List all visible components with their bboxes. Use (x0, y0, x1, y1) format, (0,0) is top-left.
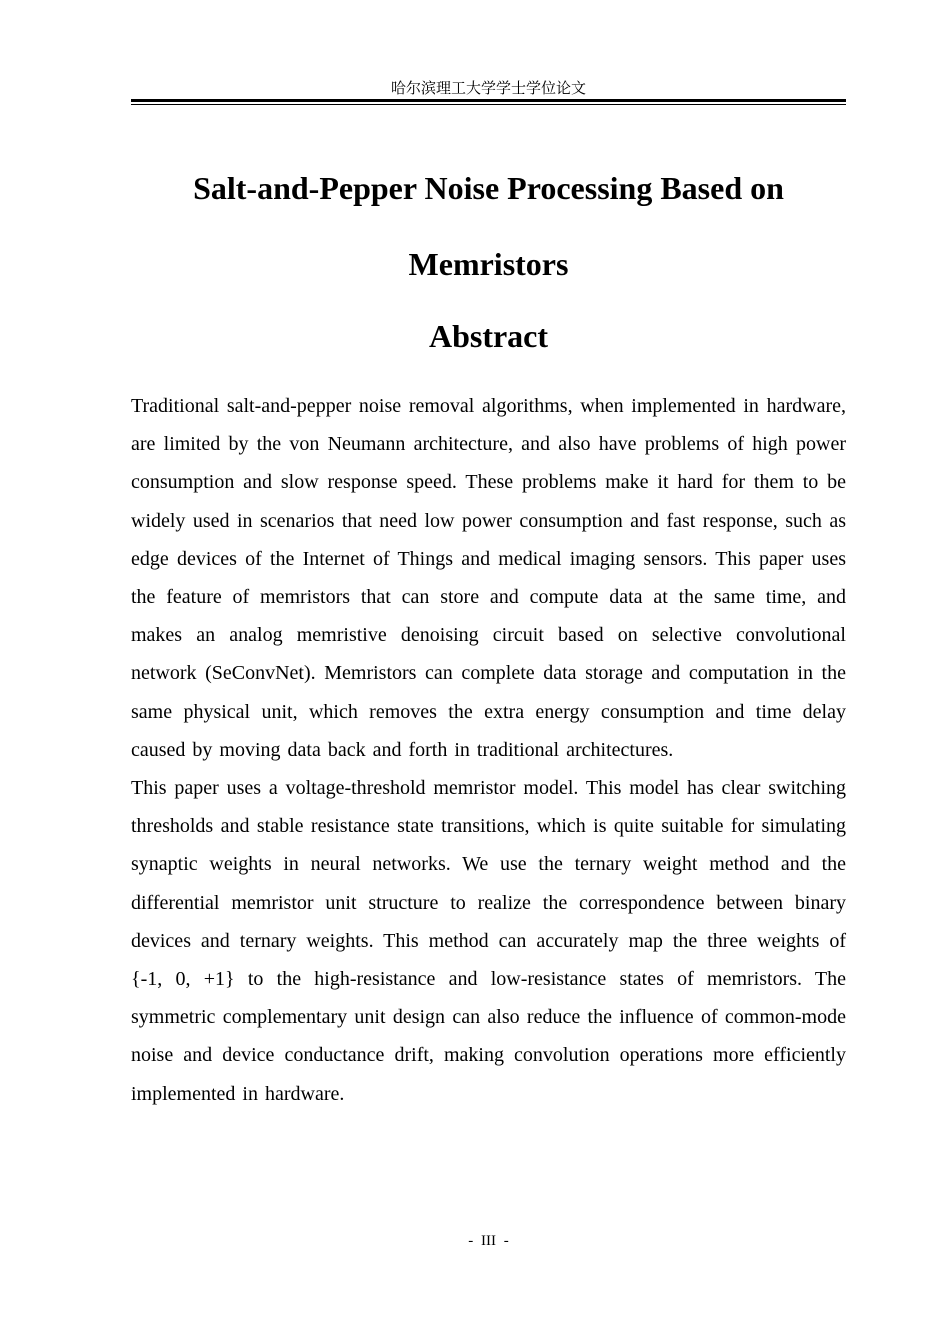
header-rule-thick (131, 99, 846, 102)
abstract-paragraph-2: This paper uses a voltage-threshold memristor model. This model has clear switching thresholds and stable resistance state transitions, which is quite suitable for simulating synaptic weights in neural networks. We use the ternary weight method and the differential memristor unit structure to realize the correspondence between binary devices and ternary weights. This method can accurately map the three weights of {-1, 0, +1} to the high-resistance and low-resistance states of memristors. The symmetric complementary unit design can also reduce the influence of common-mode noise and device conductance drift, making convolution operations more efficiently implemented in hardware. (131, 777, 846, 1105)
paper-title-line-1: Salt-and-Pepper Noise Processing Based on (193, 170, 784, 206)
header-rule-thin (131, 104, 846, 105)
running-header: 哈尔滨理工大学学士学位论文 (390, 79, 586, 97)
abstract-body (131, 387, 846, 1113)
abstract-heading: Abstract (428, 318, 549, 354)
paper-title (131, 150, 846, 302)
abstract-paragraph-1: Traditional salt-and-pepper noise removal algorithms, when implemented in hardware, are limited by the von Neumann architecture, and also have problems of high power consumption and slow response speed. These problems make it hard for them to be widely used in scenarios that need low power consumption and fast response, such as edge devices of the Internet of Things and medical imaging sensors. This paper uses the feature of memristors that can store and compute data at the same time, and makes an analog memristive denoising circuit based on selective convolutional network (SeConvNet). Memristors can complete data storage and computation in the same physical unit, which removes the extra energy consumption and time delay caused by moving data back and forth in traditional architectures. (131, 395, 846, 761)
page-number: - III - (468, 1233, 509, 1249)
paper-title-line-2: Memristors (408, 246, 569, 282)
